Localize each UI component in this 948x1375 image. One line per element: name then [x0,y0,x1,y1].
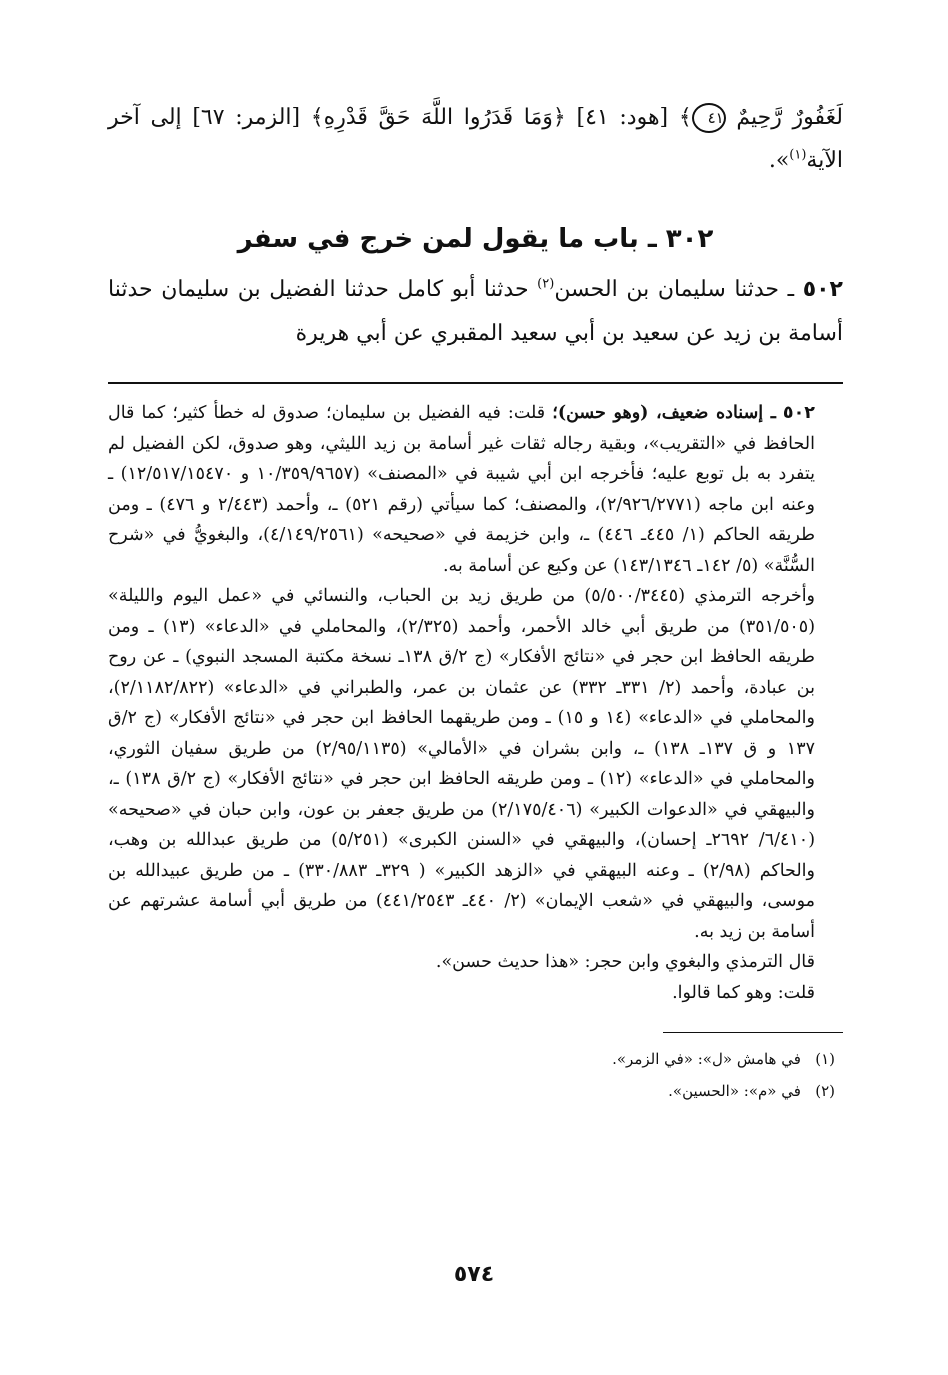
footnote-2 [108,1075,843,1107]
footnote-text: في هامش «ل»: «في الزمر». [612,1050,801,1068]
hadith-chain-rest: حدثنا أبو كامل حدثنا الفضيل بن سليمان حدثنا أسامة بن زيد عن سعيد بن أبي سعيد المقبري عن أبي هريرة [108,277,843,346]
page-number: ٥٧٤ [453,1262,495,1287]
quran-verse-b: ﴿وَمَا قَدَرُوا اللَّهَ حَقَّ قَدْرِهِ﴾ [310,105,566,130]
commentary-paragraph-4: قلت: وهو كما قالوا. [672,982,815,1003]
hadith-chain-start: ـ حدثنا سليمان بن الحسن [554,277,795,302]
commentary-number: ٥٠٢ [782,403,815,423]
ayah-number-marker: ٤١ [692,103,726,133]
page-body [108,96,843,1107]
commentary-paragraph-3: قال الترمذي والبغوي وابن حجر: «هذا حديث حسن». [435,952,815,972]
hadith-text [108,268,843,356]
commentary-verdict: ـ إسناده ضعيف، (وهو حسن)؛ [552,403,776,423]
footnote-divider [663,1032,843,1033]
commentary-paragraph-2: وأخرجه الترمذي (٥/٥٠٠/٣٤٤٥) من طريق زيد بن الحباب، والنسائي في «عمل اليوم والليلة» (٣٥١/٥٠٥) من طريق أبي خالد الأحمر، وأحمد (٢/٣٢٥)، والمحاملي في «الدعاء» (١٣) ـ ومن طريقه الحافظ ابن حجر في «نتائج الأفكار» (ج ٢/ق ١٣٨ـ نسخة مكتبة المسجد النبوي) ـ عن روح بن عبادة، وأحمد (٢/ ٣٣١ـ ٣٣٢) عن عثمان بن عمر، والطبراني في «الدعاء» (٢/١١٨٢/٨٢٢)، والمحاملي في «الدعاء» (١٤ و ١٥) ـ ومن طريقهما الحافظ ابن حجر في «نتائج الأفكار» (ج ٢/ق ١٣٧ و ق ١٣٧ـ ١٣٨) ـ، وابن بشران في «الأمالي» (٢/٩٥/١١٣٥) من طريق سفيان الثوري، والمحاملي في «الدعاء» (١٢) ـ ومن طريقه الحافظ ابن حجر في «نتائج الأفكار» (ج ٢/ق ١٣٨) ـ، والبيهقي في «الدعوات الكبير» (٢/١٧٥/٤٠٦) من طريق جعفر بن عون، وابن حبان في «صحيحه» (٦/٤١٠/ ٢٦٩٢ـ إحسان)، والبيهقي في «السنن الكبرى» (٥/٢٥١) من طريق عبدالله بن وهب، والحاكم (٢/٩٨) ـ وعنه البيهقي في «الزهد الكبير» ( ٣٢٩ـ ٣٣٠/٨٨٣) ـ من طريق عبيدالله بن موسى، والبيهقي في «شعب الإيمان» (٢/ ٤٤٠ـ ٤٤١/٢٥٤٣) من طريق أبي أسامة عشرتهم عن أسامة بن زيد به. [108,586,816,942]
quran-citation-paragraph: لَغَفُورٌ رَّحِيمٌ ٤١﴾ [هود: ٤١] ﴿وَمَا قَدَرُوا اللَّهَ حَقَّ قَدْرِهِ﴾ [الزمر: ٦٧] إلى آخر الآية$^{(١)}$». [108,105,843,173]
footnotes [108,1043,843,1107]
surah-reference-a: [هود: ٤١] [576,105,669,130]
footnote-ref-2[interactable]: (٢) [537,276,555,292]
footnote-mark: (١) [815,1050,835,1068]
commentary-block [108,398,843,1008]
commentary-paragraph-1 [108,398,843,581]
footnote-text: في «م»: «الحسين». [668,1082,801,1100]
main-divider [108,382,843,384]
commentary-text-1: قلت: فيه الفضيل بن سليمان؛ صدوق له خطأ كثير؛ كما قال الحافظ في «التقريب»، وبقية رجاله ثقات غير أسامة بن زيد الليثي، وهو صدوق، لكن الفضيل لم يتفرد به بل توبع عليه؛ فأخرجه ابن أبي شيبة في «المصنف» (١٠/٣٥٩/٩٦٥٧ و ١٢/٥١٧/١٥٤٧٠) ـ وعنه ابن ماجه (٢/٩٢٦/٢٧٧١)، والمصنف؛ كما سيأتي (رقم ٥٢١) ـ، وأحمد (٢/٤٤٣ و ٤٧٦) ـ ومن طريقه الحاكم (١/ ٤٤٥ـ ٤٤٦) ـ، وابن خزيمة في «صحيحه» (٤/١٤٩/٢٥٦١)، والبغويُّ في «شرح السُّنَّة» (٥/ ١٤٢ـ ١٤٣/١٣٤٦) عن وكيع عن أسامة به. [108,403,816,576]
quran-verse-a: لَغَفُورٌ رَّحِيمٌ [736,105,843,130]
closing-quote: ». [768,148,790,173]
hadith-number: ٥٠٢ [802,277,843,302]
chapter-title: ٣٠٢ ـ باب ما يقول لمن خرج في سفر [237,224,714,254]
surah-reference-b: [الزمر: ٦٧] إلى آخر الآية [108,105,843,173]
footnote-mark: (٢) [815,1082,835,1100]
footnote-ref-1[interactable]: (١) [789,147,807,163]
footnote-1 [108,1043,843,1075]
